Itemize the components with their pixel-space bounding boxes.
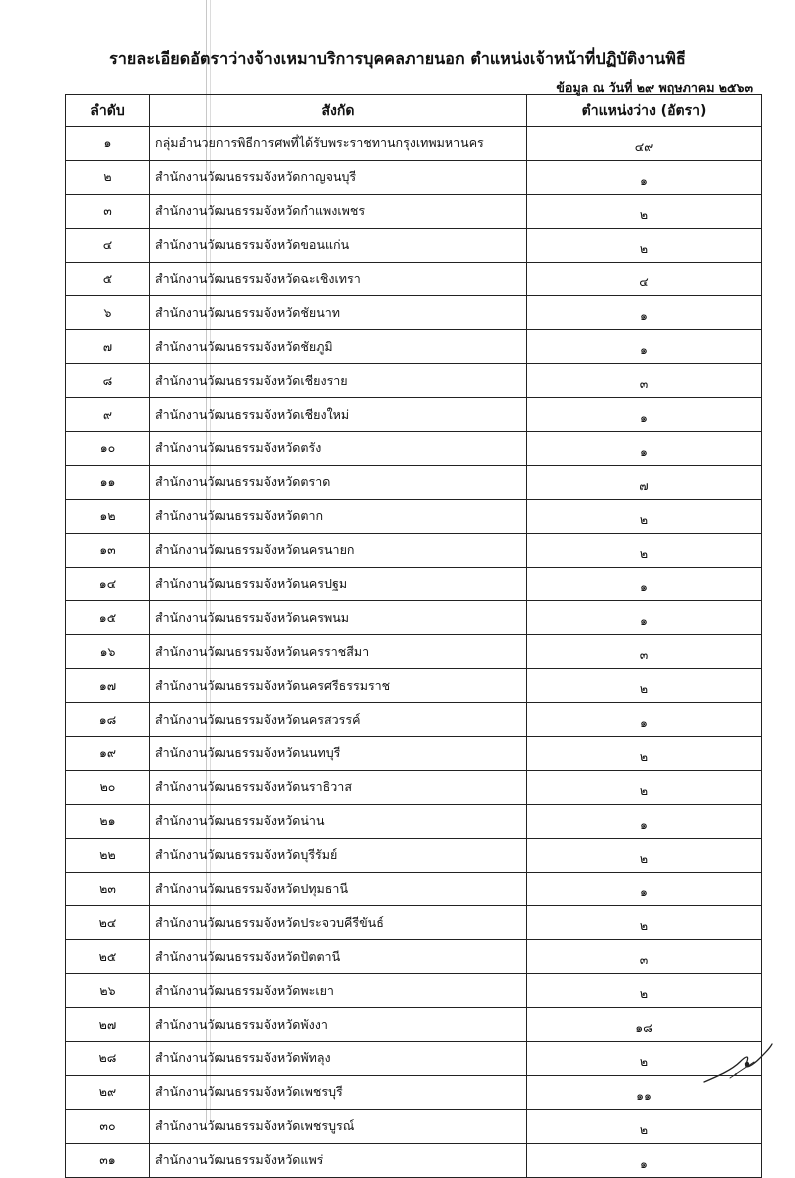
table-row — [66, 194, 762, 228]
row-unit: สำนักงานวัฒนธรรมจังหวัดเชียงใหม่ — [150, 398, 527, 432]
table-row — [66, 737, 762, 771]
row-unit: สำนักงานวัฒนธรรมจังหวัดกำแพงเพชร — [150, 194, 527, 228]
row-vacancies: ๒ — [527, 838, 762, 872]
table-row — [66, 1109, 762, 1143]
row-number: ๒๘ — [66, 1042, 150, 1076]
row-number: ๑๑ — [66, 465, 150, 499]
row-vacancies: ๒ — [527, 974, 762, 1008]
row-unit: สำนักงานวัฒนธรรมจังหวัดชัยภูมิ — [150, 330, 527, 364]
row-unit: สำนักงานวัฒนธรรมจังหวัดเพชรบูรณ์ — [150, 1109, 527, 1143]
row-number: ๒๗ — [66, 1008, 150, 1042]
row-unit: สำนักงานวัฒนธรรมจังหวัดฉะเชิงเทรา — [150, 262, 527, 296]
table-row — [66, 1042, 762, 1076]
table-row — [66, 1008, 762, 1042]
row-number: ๕ — [66, 262, 150, 296]
row-number: ๒๙ — [66, 1075, 150, 1109]
table-row — [66, 703, 762, 737]
row-vacancies: ๒ — [527, 737, 762, 771]
table-row — [66, 160, 762, 194]
table-row — [66, 262, 762, 296]
row-number: ๑๙ — [66, 737, 150, 771]
row-vacancies: ๔ — [527, 262, 762, 296]
row-number: ๓๐ — [66, 1109, 150, 1143]
row-unit: สำนักงานวัฒนธรรมจังหวัดเพชรบุรี — [150, 1075, 527, 1109]
row-vacancies: ๒ — [527, 228, 762, 262]
row-number: ๑๓ — [66, 533, 150, 567]
row-number: ๒๔ — [66, 906, 150, 940]
row-vacancies: ๓ — [527, 635, 762, 669]
table-row — [66, 770, 762, 804]
row-unit: สำนักงานวัฒนธรรมจังหวัดแพร่ — [150, 1143, 527, 1177]
row-unit: สำนักงานวัฒนธรรมจังหวัดบุรีรัมย์ — [150, 838, 527, 872]
header-no: ลำดับ — [66, 95, 150, 127]
row-unit: สำนักงานวัฒนธรรมจังหวัดนนทบุรี — [150, 737, 527, 771]
row-unit: สำนักงานวัฒนธรรมจังหวัดประจวบคีรีขันธ์ — [150, 906, 527, 940]
row-unit: สำนักงานวัฒนธรรมจังหวัดปัตตานี — [150, 940, 527, 974]
row-vacancies: ๑ — [527, 160, 762, 194]
table-row — [66, 906, 762, 940]
row-vacancies: ๑๘ — [527, 1008, 762, 1042]
row-vacancies: ๑ — [527, 601, 762, 635]
table-row — [66, 838, 762, 872]
table-row — [66, 465, 762, 499]
row-number: ๙ — [66, 398, 150, 432]
table-row — [66, 872, 762, 906]
table-row — [66, 127, 762, 161]
row-number: ๒๓ — [66, 872, 150, 906]
row-number: ๑๔ — [66, 567, 150, 601]
row-vacancies: ๒ — [527, 194, 762, 228]
row-number: ๑๒ — [66, 499, 150, 533]
row-vacancies: ๒ — [527, 669, 762, 703]
row-vacancies: ๓ — [527, 940, 762, 974]
row-vacancies: ๑ — [527, 567, 762, 601]
row-vacancies: ๔๙ — [527, 127, 762, 161]
row-number: ๒๒ — [66, 838, 150, 872]
row-vacancies: ๑ — [527, 432, 762, 466]
row-vacancies: ๒ — [527, 770, 762, 804]
row-unit: สำนักงานวัฒนธรรมจังหวัดพังงา — [150, 1008, 527, 1042]
table-row — [66, 1075, 762, 1109]
table-row — [66, 940, 762, 974]
row-unit: สำนักงานวัฒนธรรมจังหวัดนครนายก — [150, 533, 527, 567]
table-row — [66, 533, 762, 567]
row-number: ๘ — [66, 364, 150, 398]
row-unit: สำนักงานวัฒนธรรมจังหวัดตราด — [150, 465, 527, 499]
table-row — [66, 635, 762, 669]
row-number: ๒๕ — [66, 940, 150, 974]
row-number: ๑๗ — [66, 669, 150, 703]
header-unit: สังกัด — [150, 95, 527, 127]
row-unit: สำนักงานวัฒนธรรมจังหวัดเชียงราย — [150, 364, 527, 398]
row-vacancies: ๑ — [527, 804, 762, 838]
row-number: ๑๘ — [66, 703, 150, 737]
table-row — [66, 432, 762, 466]
row-unit: สำนักงานวัฒนธรรมจังหวัดน่าน — [150, 804, 527, 838]
row-unit: สำนักงานวัฒนธรรมจังหวัดปทุมธานี — [150, 872, 527, 906]
table-row — [66, 669, 762, 703]
table-row — [66, 601, 762, 635]
row-unit: สำนักงานวัฒนธรรมจังหวัดนครพนม — [150, 601, 527, 635]
row-unit: สำนักงานวัฒนธรรมจังหวัดกาญจนบุรี — [150, 160, 527, 194]
row-unit: กลุ่มอำนวยการพิธีการศพที่ได้รับพระราชทานกรุงเทพมหานคร — [150, 127, 527, 161]
row-vacancies: ๑ — [527, 703, 762, 737]
row-unit: สำนักงานวัฒนธรรมจังหวัดชัยนาท — [150, 296, 527, 330]
row-number: ๒๑ — [66, 804, 150, 838]
row-vacancies: ๒ — [527, 906, 762, 940]
table-header-row — [66, 95, 762, 127]
table-row — [66, 398, 762, 432]
row-unit: สำนักงานวัฒนธรรมจังหวัดนครราชสีมา — [150, 635, 527, 669]
row-vacancies: ๑๑ — [527, 1075, 762, 1109]
row-vacancies: ๒ — [527, 1109, 762, 1143]
row-vacancies: ๑ — [527, 872, 762, 906]
row-number: ๓ — [66, 194, 150, 228]
row-unit: สำนักงานวัฒนธรรมจังหวัดนราธิวาส — [150, 770, 527, 804]
row-number: ๖ — [66, 296, 150, 330]
row-unit: สำนักงานวัฒนธรรมจังหวัดพะเยา — [150, 974, 527, 1008]
document-title: รายละเอียดอัตราว่างจ้างเหมาบริการบุคคลภายนอก ตำแหน่งเจ้าหน้าที่ปฏิบัติงานพิธี — [109, 49, 686, 68]
row-number: ๗ — [66, 330, 150, 364]
row-unit: สำนักงานวัฒนธรรมจังหวัดตาก — [150, 499, 527, 533]
table-row — [66, 499, 762, 533]
row-unit: สำนักงานวัฒนธรรมจังหวัดตรัง — [150, 432, 527, 466]
table-row — [66, 567, 762, 601]
row-vacancies: ๑ — [527, 296, 762, 330]
row-unit: สำนักงานวัฒนธรรมจังหวัดนครสวรรค์ — [150, 703, 527, 737]
vacancy-table — [65, 94, 762, 1178]
header-vacancies: ตำแหน่งว่าง (อัตรา) — [527, 95, 762, 127]
row-unit: สำนักงานวัฒนธรรมจังหวัดนครปฐม — [150, 567, 527, 601]
row-number: ๑๖ — [66, 635, 150, 669]
table-row — [66, 804, 762, 838]
table-row — [66, 330, 762, 364]
row-unit: สำนักงานวัฒนธรรมจังหวัดพัทลุง — [150, 1042, 527, 1076]
row-vacancies: ๗ — [527, 465, 762, 499]
row-number: ๒๐ — [66, 770, 150, 804]
row-vacancies: ๒ — [527, 1042, 762, 1076]
row-vacancies: ๑ — [527, 330, 762, 364]
row-number: ๓๑ — [66, 1143, 150, 1177]
row-vacancies: ๒ — [527, 499, 762, 533]
row-vacancies: ๒ — [527, 533, 762, 567]
signature-mark — [700, 1040, 780, 1100]
table-row — [66, 296, 762, 330]
row-vacancies: ๑ — [527, 1143, 762, 1177]
table-row — [66, 974, 762, 1008]
row-vacancies: ๓ — [527, 364, 762, 398]
table-row — [66, 228, 762, 262]
row-number: ๔ — [66, 228, 150, 262]
data-date-note: ข้อมูล ณ วันที่ ๒๙ พฤษภาคม ๒๕๖๓ — [556, 80, 753, 95]
table-row — [66, 1143, 762, 1177]
row-unit: สำนักงานวัฒนธรรมจังหวัดขอนแก่น — [150, 228, 527, 262]
row-number: ๑๐ — [66, 432, 150, 466]
table-row — [66, 364, 762, 398]
row-number: ๑๕ — [66, 601, 150, 635]
row-vacancies: ๑ — [527, 398, 762, 432]
row-number: ๒๖ — [66, 974, 150, 1008]
row-number: ๑ — [66, 127, 150, 161]
row-unit: สำนักงานวัฒนธรรมจังหวัดนครศรีธรรมราช — [150, 669, 527, 703]
row-number: ๒ — [66, 160, 150, 194]
